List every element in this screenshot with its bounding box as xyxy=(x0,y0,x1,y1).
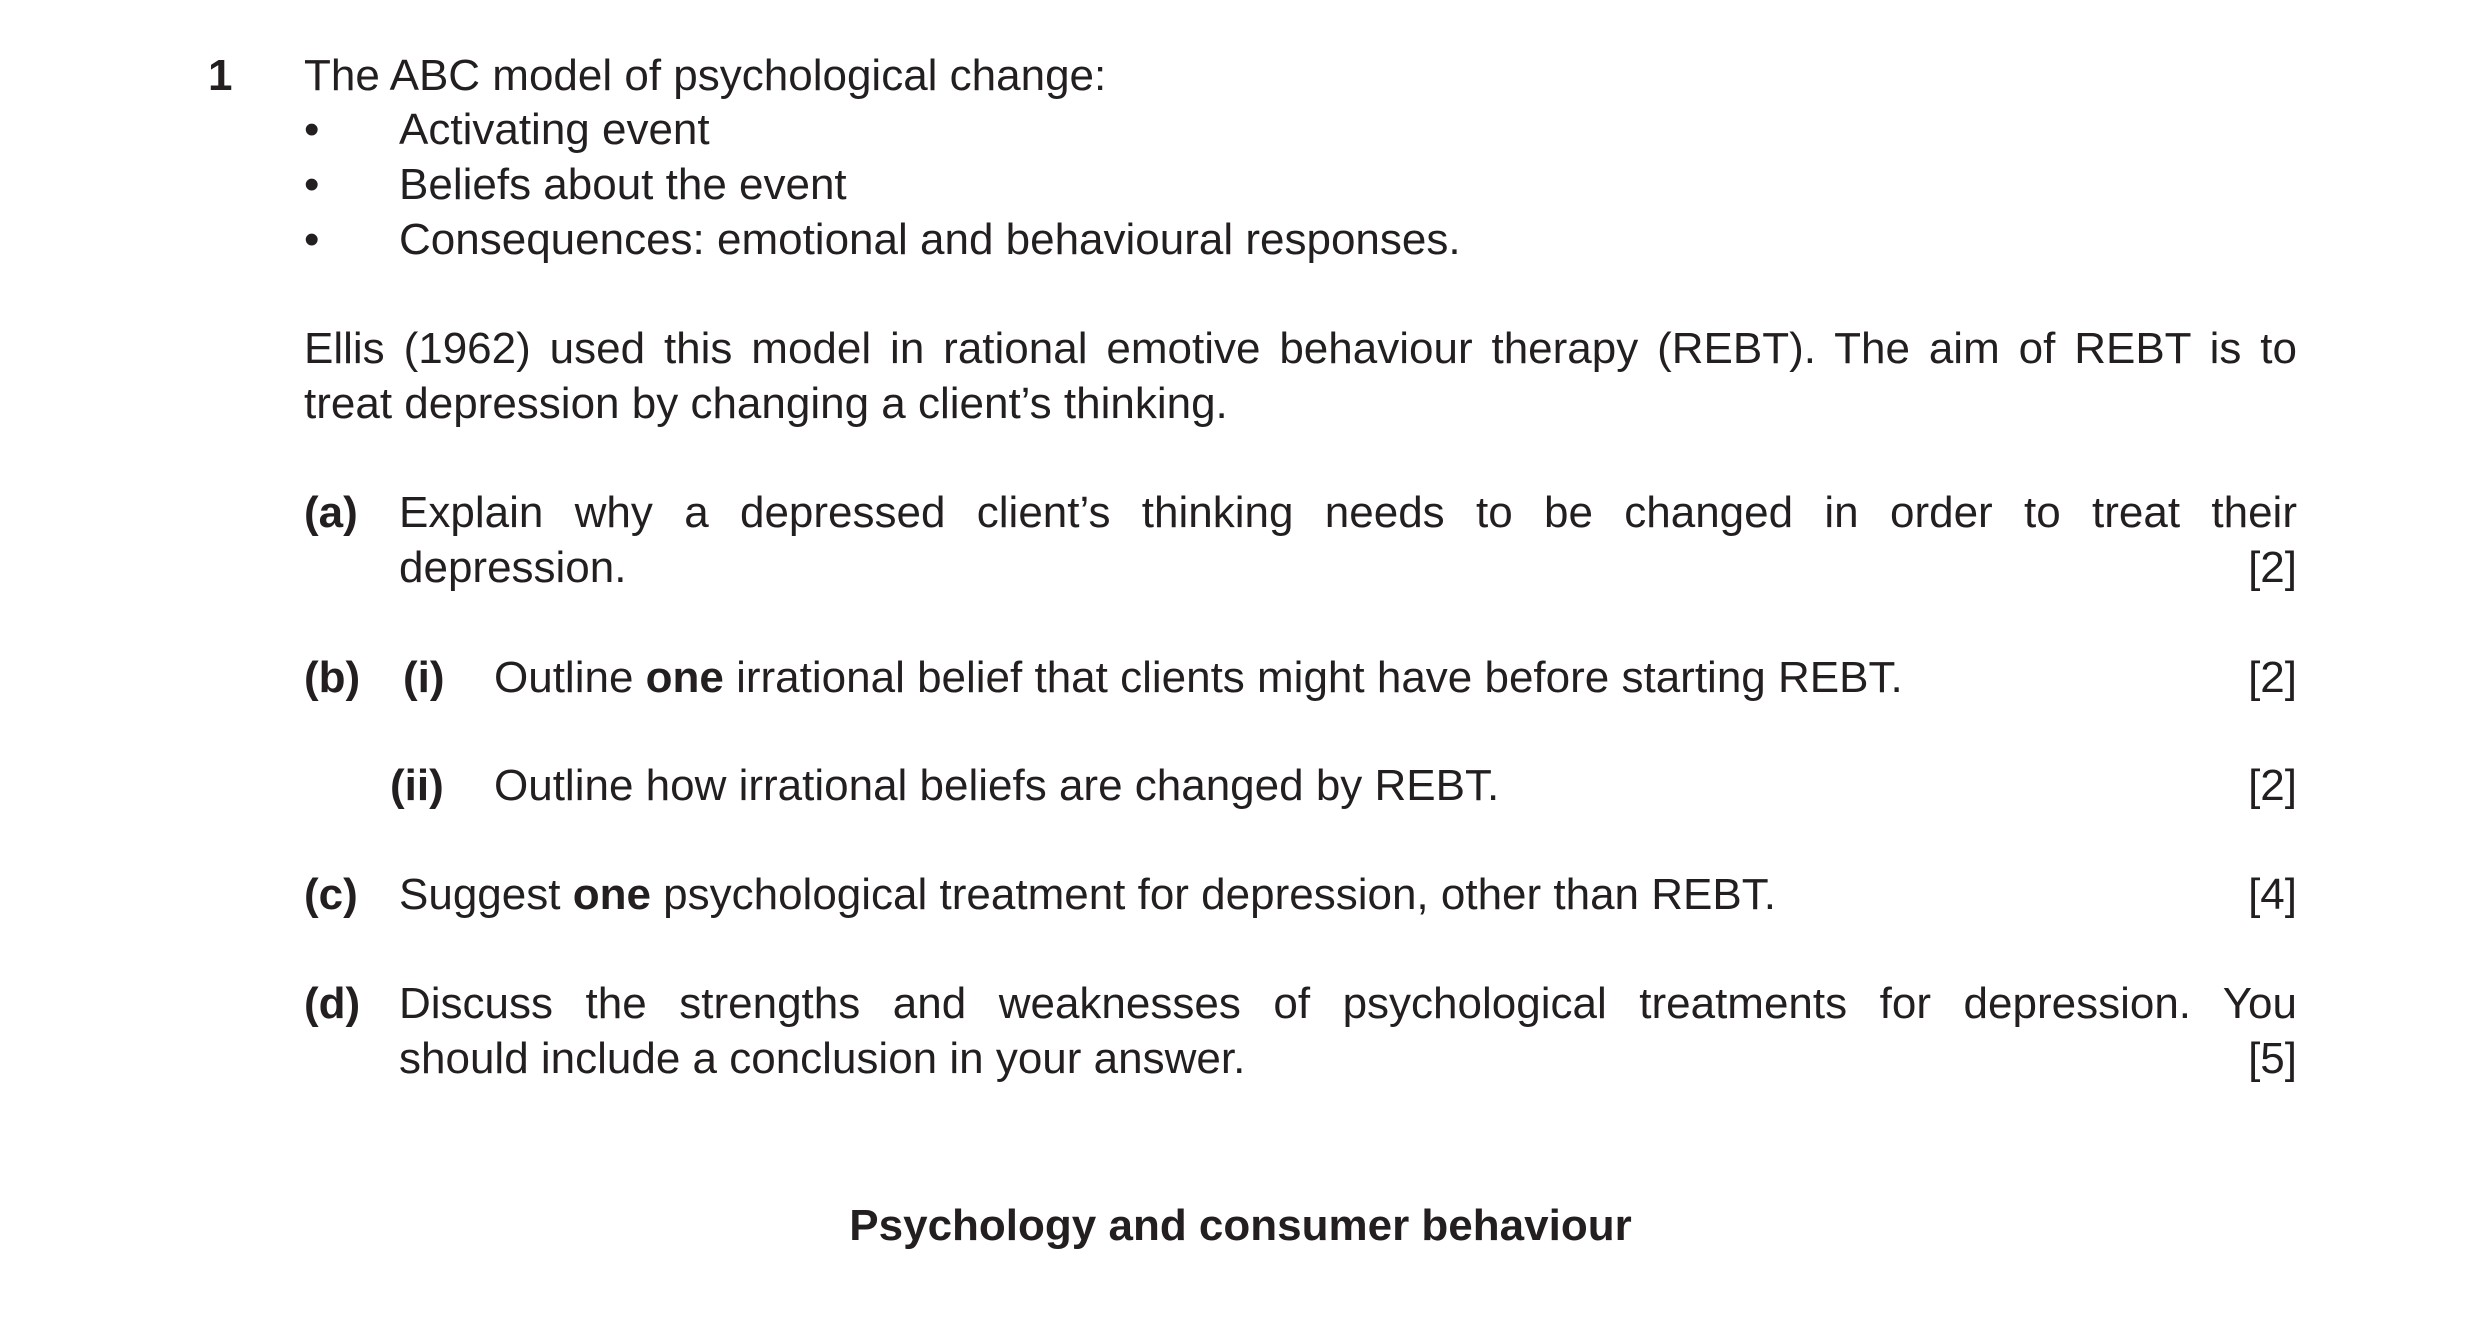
part-b-ii-text: Outline how irrational beliefs are changed by REBT. xyxy=(494,761,1500,810)
part-b-i-text-start: Outline xyxy=(494,653,646,702)
part-a-text-line: depression. xyxy=(399,543,627,592)
part-a-text-line: Explain why a depressed client’s thinking needs to be changed in order to treat their xyxy=(399,488,2297,537)
part-c-text-start: Suggest xyxy=(399,870,573,919)
bullet-text: Consequences: emotional and behavioural responses. xyxy=(399,215,1461,264)
bullet-text: Activating event xyxy=(399,105,710,154)
part-d-marks: [5] xyxy=(2248,1034,2297,1083)
bullet-marker: • xyxy=(304,215,320,264)
part-c-text xyxy=(399,867,1776,922)
part-d-text-line: Discuss the strengths and weaknesses of psychological treatments for depression. You xyxy=(399,979,2297,1028)
part-b-i-text-end: irrational belief that clients might have before starting REBT. xyxy=(723,653,1903,702)
part-b-i-marks: [2] xyxy=(2248,653,2297,702)
question-number: 1 xyxy=(208,51,233,100)
bullet-marker: • xyxy=(304,105,320,154)
intro-paragraph-line: Ellis (1962) used this model in rational emotive behaviour therapy (REBT). The aim of REBT is to xyxy=(304,324,2297,373)
part-b-label: (b) xyxy=(304,653,361,702)
part-d-text-line: should include a conclusion in your answer. xyxy=(399,1034,1246,1083)
part-b-i-label: (i) xyxy=(403,653,445,702)
part-a-marks: [2] xyxy=(2248,543,2297,592)
part-b-ii-label: (ii) xyxy=(390,761,444,810)
part-c-label: (c) xyxy=(304,870,358,919)
part-a-label: (a) xyxy=(304,488,358,537)
part-b-ii-marks: [2] xyxy=(2248,761,2297,810)
bullet-marker: • xyxy=(304,160,320,209)
part-b-i-text xyxy=(494,650,1903,705)
part-c-emphasis: one xyxy=(572,870,651,919)
part-c-marks: [4] xyxy=(2248,870,2297,919)
part-c-text-end: psychological treatment for depression, other than REBT. xyxy=(650,870,1776,919)
question-stem: The ABC model of psychological change: xyxy=(304,51,1107,100)
intro-paragraph-line: treat depression by changing a client’s thinking. xyxy=(304,379,1228,428)
section-heading: Psychology and consumer behaviour xyxy=(849,1201,1632,1250)
part-b-i-emphasis: one xyxy=(645,653,724,702)
part-d-label: (d) xyxy=(304,979,361,1028)
bullet-text: Beliefs about the event xyxy=(399,160,847,209)
